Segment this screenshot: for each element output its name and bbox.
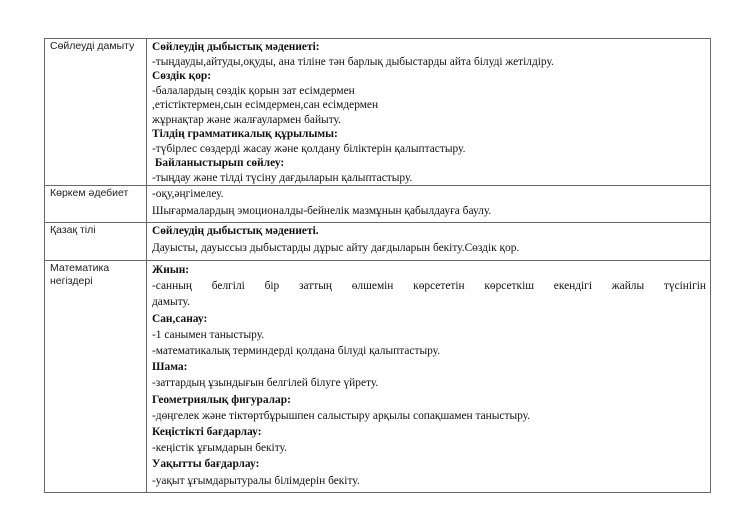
content-line: дамыту. [152,296,190,309]
content-cell [147,39,711,186]
section-heading: Тілдің грамматикалық құрылымы: [152,128,338,140]
section-heading: Сөйлеудің дыбыстық мәдениеті: [152,41,320,53]
subject-label: Қазақ тілі [50,224,96,236]
subject-label: Сөйлеуді дамыту [50,40,135,52]
section-heading: Сөздік қор: [152,70,212,82]
content-line: -оқу,әңгімелеу. [152,188,224,200]
content-line: -заттардың ұзындығын белгілей білуге үйрету. [152,377,379,390]
content-line: -түбірлес сөздерді жасау және қолдану біліктерін қалыптастыру. [152,142,466,155]
subject-label-line: Математика [50,262,110,274]
subject-cell [45,39,147,186]
content-line: -тыңдауды,айтуды,оқуды, ана тіліне тән барлық дыбыстарды айта білуді жетілдіру. [152,55,554,68]
section-heading: Кеңістікті бағдарлау: [152,426,262,439]
subject-label-line: негіздері [50,275,93,287]
section-heading: Сөйлеудің дыбыстық мәдениеті. [152,225,319,237]
content-line: -тыңдау және тілді түсіну дағдыларын қалыптастыру. [152,171,413,184]
section-heading: Шама: [152,361,188,374]
content-line: ,етістіктермен,сын есімдермен,сан есімдермен [152,99,379,111]
content-line: жұрнақтар және жалғаулармен байыту. [152,113,341,126]
section-heading: Уақытты бағдарлау: [152,458,260,471]
content-cell [147,186,711,223]
content-line: -дөңгелек және тіктөртбұрышпен салыстыру арқылы сопақшамен таныстыру. [152,409,531,422]
content-line: -кеңістік ұғымдарын бекіту. [152,442,287,455]
section-heading: Байланыстырып сөйлеу: [152,157,285,169]
table-row [45,261,711,493]
content-line: Шығармалардың эмоционалды-бейнелік мазмұнын қабылдауға баулу. [152,204,492,217]
subject-cell [45,223,147,261]
subject-label: Көркем әдебиет [50,187,129,199]
subject-cell [45,261,147,493]
section-heading: Геометриялық фигуралар: [152,393,291,406]
table-row [45,186,711,223]
content-line: Дауысты, дауыссыз дыбыстарды дұрыс айту дағдыларын бекіту.Сөздік қор. [152,241,520,254]
content-line: -балалардың сөздік қорын зат есімдермен [152,84,355,97]
content-line: -санның белгілі бір заттың өлшемін көрсететін көрсеткіш екендігі жайлы түсінігін [152,280,706,293]
content-line: -уақыт ұғымдарытуралы білімдерін бекіту. [152,474,360,487]
table-row [45,39,711,186]
content-line: -математикалық терминдерді қолдана білуді қалыптастыру. [152,345,441,358]
content-cell [147,261,711,493]
content-line: -1 санымен таныстыру. [152,328,265,341]
lesson-plan-table [44,38,711,493]
subject-cell [45,186,147,223]
table-row [45,223,711,261]
content-cell [147,223,711,261]
section-heading: Сан,санау: [152,312,208,325]
section-heading: Жиын: [152,264,190,276]
